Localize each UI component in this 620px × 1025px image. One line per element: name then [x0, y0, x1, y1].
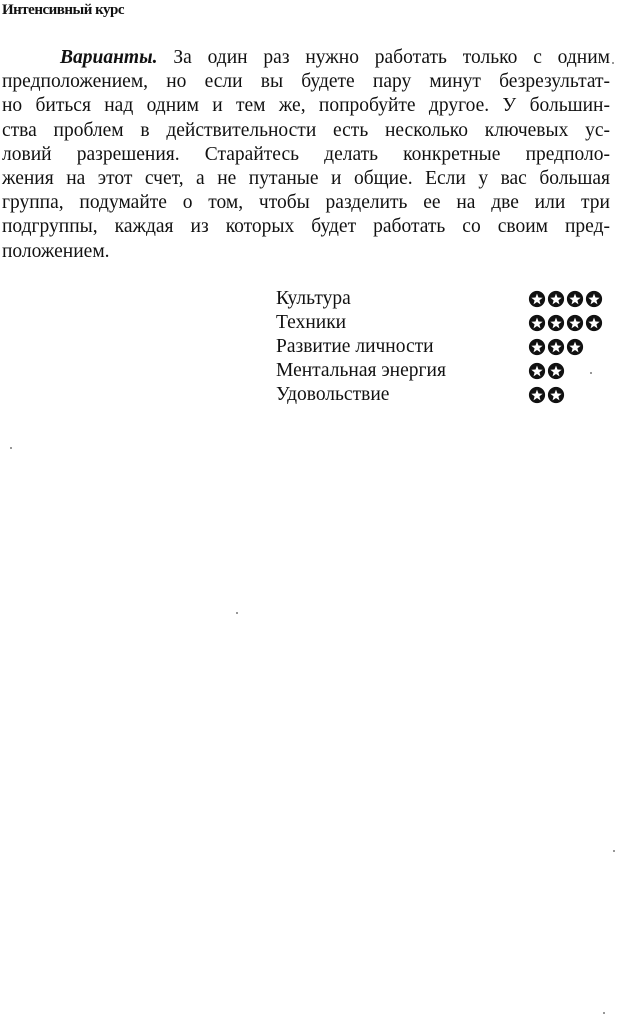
rating-stars [528, 386, 565, 404]
star-in-circle-icon [528, 338, 546, 356]
rating-stars [528, 362, 565, 380]
running-head-title: Интенсивный курс [2, 2, 125, 18]
paragraph-line: предположением, но если вы будете пару минут безрезультат- [2, 71, 610, 93]
rating-label: Культура [276, 288, 351, 309]
paragraph-line: ства проблем в действительности есть несколько ключевых ус- [2, 119, 610, 141]
star-in-circle-icon [585, 314, 603, 332]
scan-speck [590, 372, 592, 374]
rating-row-techniques [276, 311, 606, 335]
paragraph-line: жения на этот счет, а не путаные и общие. Если у вас большая [2, 167, 610, 189]
star-in-circle-icon [547, 338, 565, 356]
rating-row-mental-energy [276, 359, 606, 383]
rating-label: Развитие личности [276, 336, 434, 357]
star-in-circle-icon [547, 290, 565, 308]
star-in-circle-icon [566, 314, 584, 332]
paragraph-line: но биться над одним и тем же, попробуйте другое. У большин- [2, 95, 610, 117]
paragraph-variants [2, 46, 610, 264]
star-in-circle-icon [528, 314, 546, 332]
star-in-circle-icon [528, 386, 546, 404]
rating-label: Удовольствие [276, 384, 390, 405]
rating-row-pleasure [276, 383, 606, 407]
star-in-circle-icon [585, 290, 603, 308]
paragraph-line [2, 46, 610, 70]
scan-speck [10, 447, 12, 449]
star-in-circle-icon [547, 314, 565, 332]
star-in-circle-icon [566, 338, 584, 356]
rating-label: Техники [276, 312, 347, 333]
paragraph-line: ловий разрешения. Старайтесь делать конкретные предполо- [2, 143, 610, 165]
star-in-circle-icon [528, 362, 546, 380]
ratings-table [276, 287, 606, 407]
rating-row-personal-development [276, 335, 606, 359]
scan-speck [613, 850, 615, 852]
rating-stars [528, 338, 584, 356]
scan-speck [603, 1012, 605, 1014]
paragraph-line: группа, подумайте о том, чтобы разделить ее на две или три [2, 192, 610, 214]
rating-row-culture [276, 287, 606, 311]
rating-stars [528, 314, 603, 332]
rating-label: Ментальная энергия [276, 360, 446, 381]
scan-speck [612, 62, 614, 64]
rating-stars [528, 290, 603, 308]
star-in-circle-icon [528, 290, 546, 308]
scan-speck [236, 612, 238, 614]
lead-word: Варианты. [60, 47, 158, 68]
paragraph-line: подгруппы, каждая из которых будет работать со своим пред- [2, 216, 610, 238]
star-in-circle-icon [547, 362, 565, 380]
paragraph-line: положением. [2, 240, 110, 262]
star-in-circle-icon [547, 386, 565, 404]
paragraph-line-text: За один раз нужно работать только с одним [173, 47, 611, 68]
star-in-circle-icon [566, 290, 584, 308]
